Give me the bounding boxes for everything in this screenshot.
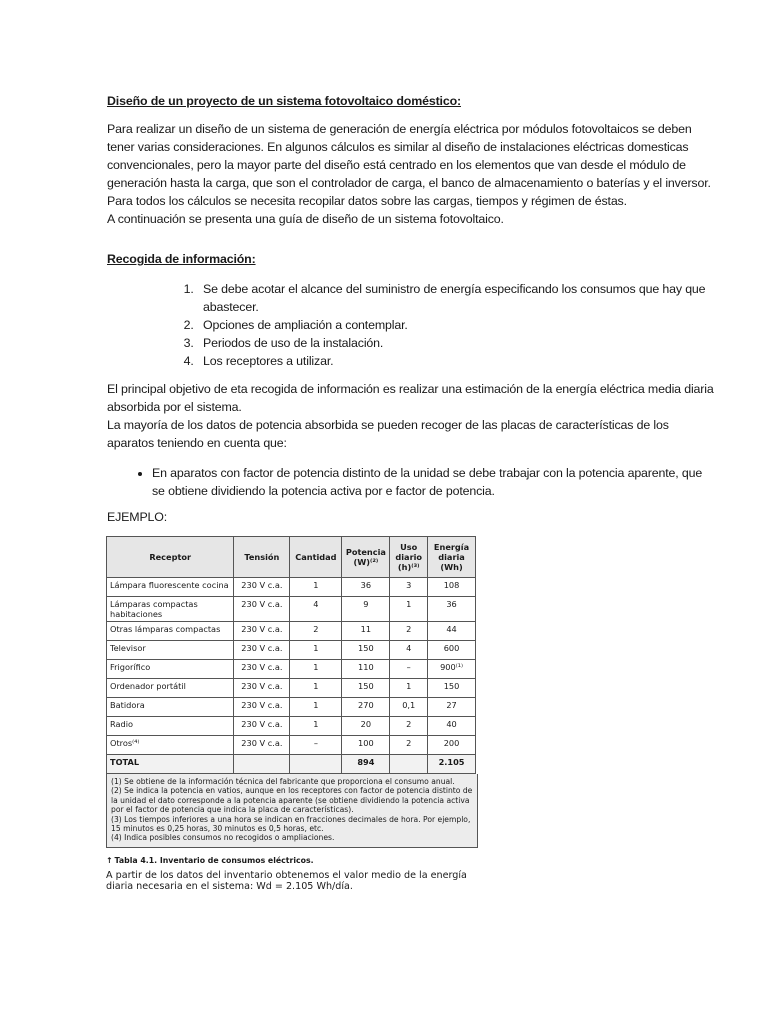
table-cell: 1 [290, 679, 342, 698]
objective-paragraph: El principal objetivo de eta recogida de información es realizar una estimación de la energía eléctrica media diaria absorbida por el sistema. [107, 382, 714, 414]
table-cell: 2 [390, 622, 428, 641]
daily-energy-text: A partir de los datos del inventario obtenemos el valor medio de la energía diaria necesaria en el sistema: Wd = 2.105 Wh/día. [106, 869, 467, 892]
table-cell: 230 V c.a. [234, 622, 290, 641]
table-cell: 36 [428, 597, 476, 622]
table-row [107, 641, 476, 660]
document-body [107, 92, 717, 526]
table-cell: Televisor [107, 641, 234, 660]
table-row [107, 597, 476, 622]
col-header-cantidad: Cantidad [290, 537, 342, 578]
table-cell: 230 V c.a. [234, 578, 290, 597]
table-cell: 150 [342, 679, 390, 698]
table-cell [390, 755, 428, 774]
table-cell: 1 [290, 578, 342, 597]
col-header-tension: Tensión [234, 537, 290, 578]
table-cell: 27 [428, 698, 476, 717]
table-cell: 20 [342, 717, 390, 736]
table-cell: 230 V c.a. [234, 679, 290, 698]
table-cell: 150 [428, 679, 476, 698]
table-body [107, 578, 476, 774]
table-cell: 44 [428, 622, 476, 641]
table-cell: Otros⁽⁴⁾ [107, 736, 234, 755]
list-item: 2. Opciones de ampliación a contemplar. [197, 316, 717, 334]
table-notes [106, 774, 478, 848]
table-row [107, 578, 476, 597]
table-cell: 200 [428, 736, 476, 755]
col-header-energia: Energía diaria (Wh) [428, 537, 476, 578]
list-item: 3. Periodos de uso de la instalación. [197, 334, 717, 352]
table-cell: Ordenador portátil [107, 679, 234, 698]
table-cell: 230 V c.a. [234, 717, 290, 736]
table-cell: 1 [290, 660, 342, 679]
table-row [107, 698, 476, 717]
table-cell: 0,1 [390, 698, 428, 717]
table-note: (2) Se indica la potencia en vatios, aunque en los receptores con factor de potencia distinto de la unidad el dato corresponde a la potencia aparente (se obtiene dividiendo la potencia activa por el factor de potencia que indica la placa de características). [111, 786, 473, 815]
table-cell: 230 V c.a. [234, 736, 290, 755]
table-cell: 1 [290, 641, 342, 660]
table-cell: 108 [428, 578, 476, 597]
col-header-receptor: Receptor [107, 537, 234, 578]
power-data-paragraph: La mayoría de los datos de potencia absorbida se pueden recoger de las placas de características de los aparatos teniendo en cuenta que: [107, 418, 669, 450]
table-note: (1) Se obtiene de la información técnica del fabricante que proporciona el consumo anual. [111, 777, 455, 786]
list-item: • En aparatos con factor de potencia distinto de la unidad se debe trabajar con la potencia aparente, que se obtiene dividiendo la potencia activa por e factor de potencia. [152, 464, 717, 500]
table-caption-text: Tabla 4.1. Inventario de consumos eléctricos. [114, 855, 314, 865]
table-cell: 230 V c.a. [234, 698, 290, 717]
intro-paragraph-2: A continuación se presenta una guía de diseño de un sistema fotovoltaico. [107, 212, 504, 226]
example-label: EJEMPLO: [107, 510, 168, 524]
table-cell: 110 [342, 660, 390, 679]
table-cell: 270 [342, 698, 390, 717]
table-cell: Lámparas compactas habitaciones [107, 597, 234, 622]
table-cell: 230 V c.a. [234, 660, 290, 679]
table-cell: 894 [342, 755, 390, 774]
table-note: (3) Los tiempos inferiores a una hora se indican en fracciones decimales de hora. Por ejemplo, 15 minutos es 0,25 horas, 30 minutos es 0,5 horas, etc. [111, 814, 471, 834]
table-cell: 100 [342, 736, 390, 755]
arrow-up-icon: ↑ [106, 855, 113, 865]
table-cell: Otras lámparas compactas [107, 622, 234, 641]
table-cell: 2.105 [428, 755, 476, 774]
table-cell: 3 [390, 578, 428, 597]
table-cell: 9 [342, 597, 390, 622]
table-cell: 40 [428, 717, 476, 736]
table-cell: – [290, 736, 342, 755]
table-cell: TOTAL [107, 755, 234, 774]
table-cell [290, 755, 342, 774]
table-cell: Frigorífico [107, 660, 234, 679]
table-total-row [107, 755, 476, 774]
table-cell: – [390, 660, 428, 679]
table-row [107, 622, 476, 641]
table-cell: 2 [390, 717, 428, 736]
table-cell: 1 [290, 717, 342, 736]
table-cell: 600 [428, 641, 476, 660]
table-note: (4) Indica posibles consumos no recogidos o ampliaciones. [111, 833, 335, 843]
table-cell: 230 V c.a. [234, 641, 290, 660]
table-cell: 4 [290, 597, 342, 622]
inventory-table [106, 536, 476, 774]
table-cell: 11 [342, 622, 390, 641]
col-header-potencia: Potencia (W)⁽²⁾ [342, 537, 390, 578]
table-cell [234, 755, 290, 774]
power-factor-list [107, 464, 717, 500]
table-cell: 4 [390, 641, 428, 660]
section-heading-info: Recogida de información: [107, 252, 256, 266]
info-steps-list [107, 280, 717, 370]
intro-paragraph: Para realizar un diseño de un sistema de generación de energía eléctrica por módulos fotovoltaicos se deben tener varias consideraciones. En algunos cálculos es similar al diseño de instalaciones eléctricas domesticas convencionales, pero la mayor parte del diseño está centrado en los elementos que van desde el módulo de generación hasta la carga, que son el controlador de carga, el banco de almacenamiento o baterías y el inversor. Para todos los cálculos se necesita recopilar datos sobre las cargas, tiempos y régimen de éstas. [107, 122, 711, 208]
table-cell: Batidora [107, 698, 234, 717]
table-cell: 1 [390, 679, 428, 698]
list-item: 1. Se debe acotar el alcance del suministro de energía especificando los consumos que hay que abastecer. [197, 280, 717, 316]
section-heading-design: Diseño de un proyecto de un sistema fotovoltaico doméstico: [107, 94, 461, 108]
list-item: 4. Los receptores a utilizar. [197, 352, 717, 370]
table-caption [106, 856, 480, 865]
table-row [107, 679, 476, 698]
table-row [107, 660, 476, 679]
table-header-row [107, 537, 476, 578]
table-cell: Radio [107, 717, 234, 736]
table-row [107, 717, 476, 736]
table-cell: 900⁽¹⁾ [428, 660, 476, 679]
table-cell: 230 V c.a. [234, 597, 290, 622]
table-cell: 1 [390, 597, 428, 622]
table-row [107, 736, 476, 755]
inventory-table-image [106, 536, 480, 892]
table-cell: Lámpara fluorescente cocina [107, 578, 234, 597]
table-cell: 150 [342, 641, 390, 660]
table-cell: 2 [390, 736, 428, 755]
table-cell: 36 [342, 578, 390, 597]
table-cell: 1 [290, 698, 342, 717]
table-cell: 2 [290, 622, 342, 641]
col-header-uso: Uso diario (h)⁽³⁾ [390, 537, 428, 578]
